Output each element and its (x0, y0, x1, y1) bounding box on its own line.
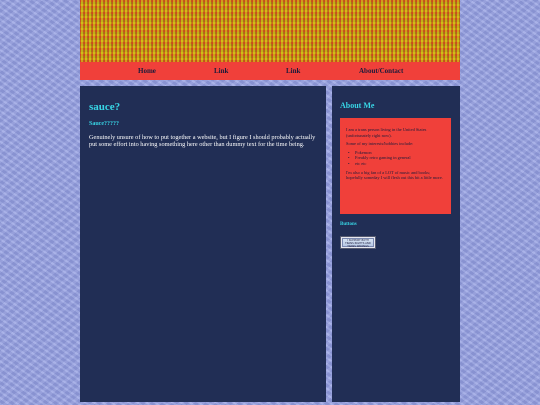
buttons-heading: Buttons (340, 222, 357, 227)
about-me-box (340, 118, 451, 214)
badge-text: I SUPPORT BOTH TRANS RIGHTS AND TRANS WRONGS (342, 238, 374, 247)
nav-link-home[interactable]: Home (138, 67, 156, 75)
nav-link-about-contact[interactable]: About/Contact (359, 67, 404, 75)
header-banner-image (80, 0, 460, 62)
nav-link-2[interactable]: Link (286, 67, 301, 75)
post-subtitle: Sauce????? (89, 121, 119, 127)
nav-bar (80, 62, 460, 80)
badge-button[interactable] (340, 236, 376, 249)
post-title: sauce? (89, 101, 121, 113)
about-outro: I'm also a big fan of a LOT of music and books; hopefully someday I will flesh out this bit a little more. (346, 169, 443, 181)
interest-item: • Freakly retro gaming in general (352, 155, 445, 161)
about-me-heading: About Me (340, 101, 375, 110)
main-content-panel (80, 86, 326, 402)
interests-list (346, 150, 445, 167)
about-intro: I am a trans person living in the United States (unfortunately right now). (346, 127, 427, 138)
sidebar-panel (332, 86, 460, 402)
interest-item: • Pokemon (352, 150, 445, 156)
interests-lead: Some of my interests/hobbies include: (346, 141, 414, 147)
post-body: Genuinely unsure of how to put together a website, but I figure I should probably actually put some effort into having something here other than dummy text for the time being. (89, 134, 316, 149)
site-container (80, 0, 460, 405)
interest-item: • etc etc (352, 161, 445, 167)
nav-link-1[interactable]: Link (214, 67, 229, 75)
